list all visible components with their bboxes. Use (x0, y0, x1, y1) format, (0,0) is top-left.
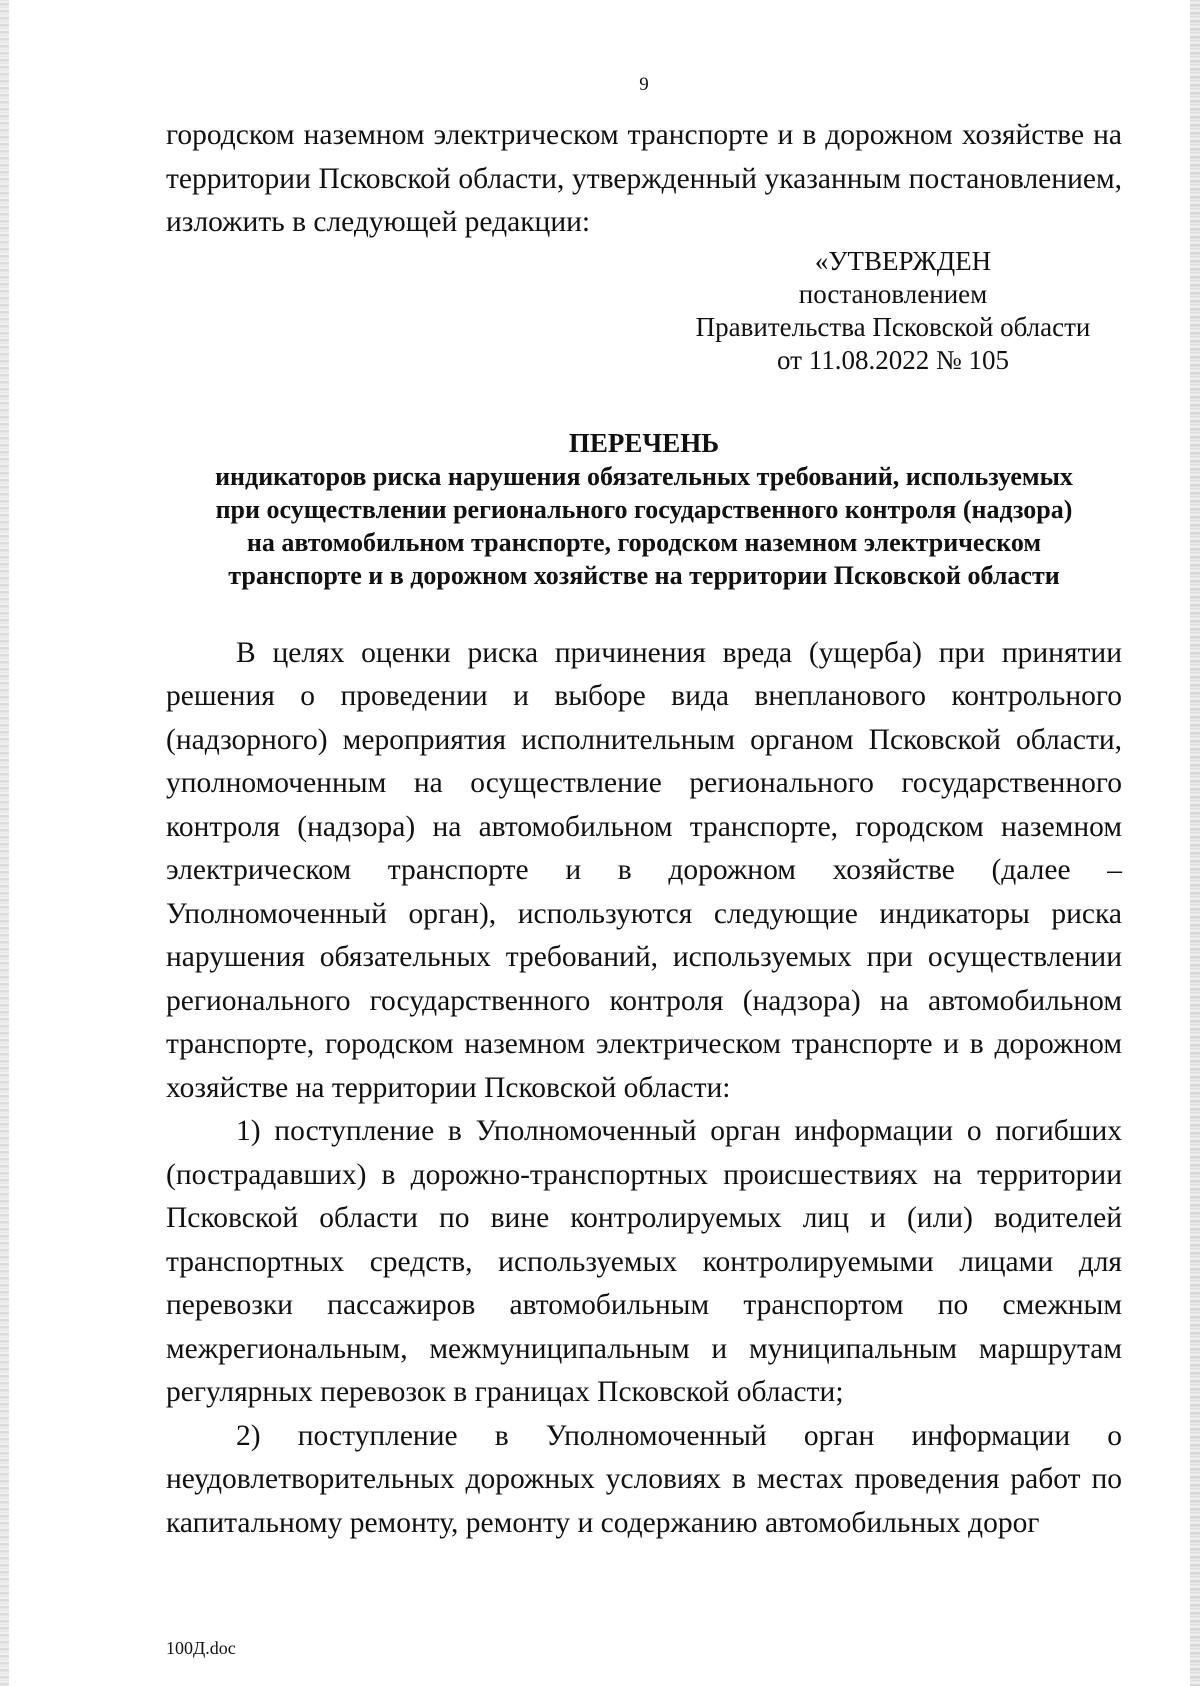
body-paragraph-2: 1) поступление в Уполномоченный орган информации о погибших (пострадавших) в дорожно-транспортных происшествиях на территории Псковской области по вине контролируемых лиц и (или) водителей транспортных средств, используемых контролируемыми лицами для перевозки пассажиров автомобильным транспортом по смежным межрегиональным, межмуниципальным и муниципальным маршрутам регулярных перевозок в границах Псковской области; (166, 1115, 1122, 1408)
scan-edge-left (0, 0, 9, 1686)
heading-line-1: индикаторов риска нарушения обязательных требований, используемых (215, 461, 1073, 491)
approval-line-2: постановлением (798, 278, 988, 309)
heading-title: ПЕРЕЧЕНЬ (568, 427, 720, 458)
intro-paragraph: городском наземном электрическом транспорте и в дорожном хозяйстве на территории Псковской области, утвержденный указанным постановлением, изложить в следующей редакции: (166, 119, 1122, 238)
page-number: 9 (639, 74, 649, 95)
document-heading (166, 427, 1122, 592)
body-text (166, 632, 1122, 1546)
approval-block (166, 245, 1122, 377)
approval-line-1: «УТВЕРЖДЕН (814, 245, 992, 276)
scan-edge-right (1190, 0, 1200, 1686)
approval-line-4: от 11.08.2022 № 105 (777, 344, 1009, 375)
file-name-footer: 100Д.doc (166, 1638, 236, 1658)
heading-line-4: транспорте и в дорожном хозяйстве на территории Псковской области (228, 560, 1060, 590)
heading-line-3: на автомобильном транспорте, городском наземном электрическом (246, 527, 1042, 557)
body-paragraph-1: В целях оценки риска причинения вреда (ущерба) при принятии решения о проведении и выборе вида внепланового контрольного (надзорного) мероприятия исполнительным органом Псковской области, уполномоченным на осуществление регионального государственного контроля (надзора) на автомобильном транспорте, городском наземном электрическом транспорте и в дорожном хозяйстве (далее – Уполномоченный орган), используются следующие индикаторы риска нарушения обязательных требований, используемых при осуществлении регионального государственного контроля (надзора) на автомобильном транспорте, городском наземном электрическом транспорте и в дорожном хозяйстве на территории Псковской области: (166, 636, 1122, 1104)
approval-line-3: Правительства Псковской области (695, 311, 1091, 342)
document-content (166, 114, 1122, 1545)
heading-line-2: при осуществлении регионального государственного контроля (надзора) (215, 494, 1073, 524)
body-paragraph-3: 2) поступление в Уполномоченный орган информации о неудовлетворительных дорожных условиях в местах проведения работ по капитальному ремонту, ремонту и содержанию автомобильных дорог (166, 1419, 1122, 1539)
